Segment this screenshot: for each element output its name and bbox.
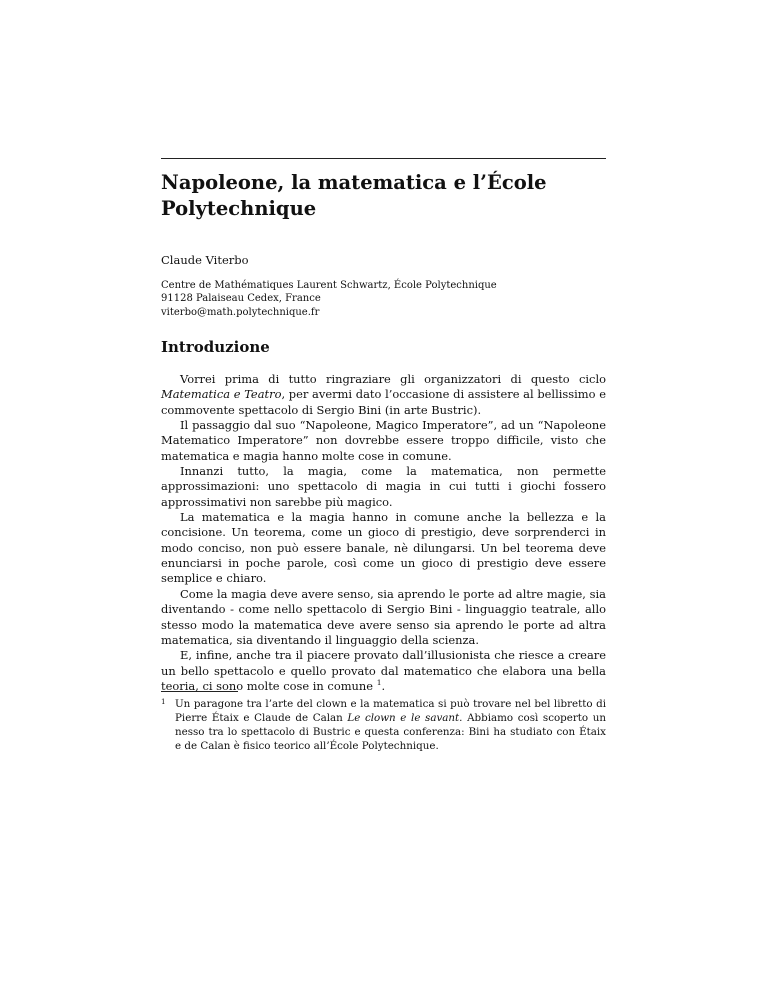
affiliation-address: 91128 Palaiseau Cedex, France [161,293,321,305]
footnote-mark: 1 [161,697,166,706]
paragraph: Il passaggio dal suo “Napoleone, Magico Imperatore”, ad un “Napoleone Matematico Imperatore” non dovrebbe essere troppo difficile, visto che matematica e magia hanno molte cose in comune. [161,418,606,463]
author-email[interactable]: viterbo@math.polytechnique.fr [161,306,320,318]
footnote-rule [161,691,238,692]
paragraph: La matematica e la magia hanno in comune anche la bellezza e la concisione. Un teorema, come un gioco di prestigio, deve sorprenderci in modo conciso, non può essere banale, nè dilungarsi. Un bel teorema deve enunciarsi in poche parole, così come un gioco di prestigio deve essere semplice e chiaro. [161,510,606,586]
footnote [161,698,606,754]
footnote-text [175,698,606,754]
body-text [161,372,606,694]
paper-title: Napoleone, la matematica e l’École Polytechnique [161,171,547,220]
paper-page [161,0,607,994]
paragraph-text: Vorrei prima di tutto ringraziare gli organizzatori di questo ciclo [180,372,606,386]
footnote-reference[interactable]: 1 [376,677,382,687]
paragraph: Come la magia deve avere senso, sia aprendo le porte ad altre magie, sia diventando - come nello spettacolo di Sergio Bini - linguaggio teatrale, allo stesso modo la matematica deve avere senso sia aprendo le porte ad altra matematica, sia diventando il linguaggio della scienza. [161,586,606,647]
top-rule [161,158,606,159]
footnote-book-title: Le clown e le savant. [347,711,463,724]
italic-title: Matematica e Teatro [161,387,282,402]
paragraph [161,372,606,418]
author-name: Claude Viterbo [161,253,249,267]
section-heading: Introduzione [161,338,270,356]
footnote-text-start: Un paragone tra l’arte del clown e la matematica si può trovare nel bel libretto di Pierre Étaix e Claude de Calan [175,698,606,724]
footnote-text-end: Abbiamo così scoperto un nesso tra lo spettacolo di Bustric e questa conferenza: Bini ha studiato con Étaix e de Calan è fisico teorico all’École Polytechnique. [175,711,606,752]
paragraph: Innanzi tutto, la magia, come la matematica, non permette approssimazioni: uno spettacolo di magia in cui tutti i giochi fossero approssimativi non sarebbe più magico. [161,464,606,509]
author-affiliation [161,279,606,319]
paragraph-end: . [381,678,386,693]
paragraph-text: , per avermi dato l’occasione di assistere al bellissimo e commovente spettacolo di Sergio Bini (in arte Bustric). [161,387,606,417]
paragraph-text: E, infine, anche tra il piacere provato dall’illusionista che riesce a creare un bello spettacolo e quello provato dal matematico che elabora una bella teoria, ci sono molte cose in comune [161,648,606,693]
paragraph [161,648,606,694]
affiliation-institution: Centre de Mathématiques Laurent Schwartz, École Polytechnique [161,280,497,291]
